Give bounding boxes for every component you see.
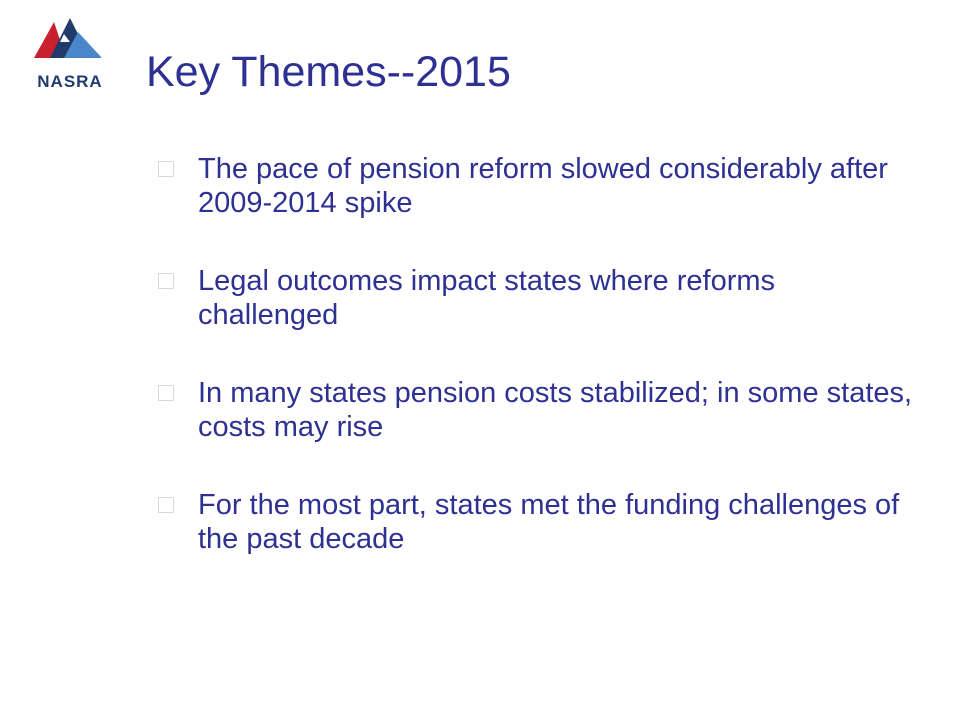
bullet-item	[158, 488, 918, 556]
bullet-item	[158, 376, 918, 444]
logo-text: NASRA	[37, 72, 103, 91]
bullet-text: For the most part, states met the funding challenges of the past decade	[198, 489, 900, 555]
bullet-box-icon	[158, 385, 174, 401]
bullet-box-icon	[158, 161, 174, 177]
nasra-triangle-logo-icon	[20, 14, 120, 74]
bullet-item	[158, 264, 918, 332]
bullet-text: Legal outcomes impact states where reforms challenged	[198, 265, 776, 331]
bullet-list	[158, 152, 918, 600]
slide-title: Key Themes--2015	[146, 48, 511, 96]
nasra-logo	[20, 14, 120, 98]
bullet-item	[158, 152, 918, 220]
bullet-box-icon	[158, 497, 174, 513]
bullet-text: The pace of pension reform slowed considerably after 2009-2014 spike	[198, 153, 888, 219]
bullet-text: In many states pension costs stabilized; in some states, costs may rise	[198, 377, 913, 443]
bullet-box-icon	[158, 273, 174, 289]
